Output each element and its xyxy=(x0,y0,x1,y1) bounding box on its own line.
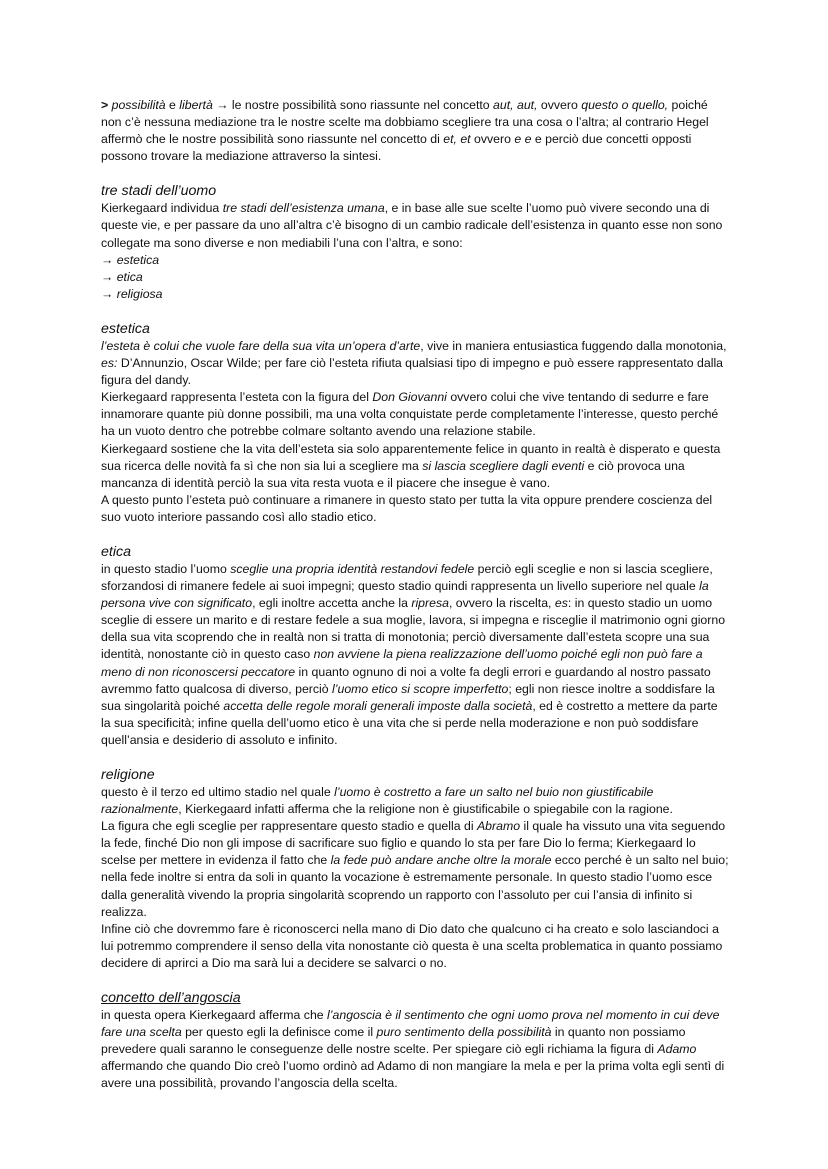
em-text: questo o quello, xyxy=(581,98,669,112)
em-text: Adamo xyxy=(657,1042,697,1057)
heading-estetica: estetica xyxy=(101,320,150,337)
em-text: si lascia scegliere dagli eventi xyxy=(422,458,585,473)
text: poiché non c’è nessuna mediazione tra le nostre scelte ma dobbiamo scegliere tra una cosa o l’altra; al contrario Hegel affermò che le nostre possibilità sono riassunte nel concetto di xyxy=(101,98,709,147)
arrow-icon: → xyxy=(101,269,117,284)
em-text: l’uomo è costretto a fare un salto nel buio non giustificabile razionalmente xyxy=(101,785,654,817)
em-text: es xyxy=(554,596,568,611)
religione-paragraph-2 xyxy=(101,818,729,921)
list-item-label: etica xyxy=(116,269,143,284)
text: perciò egli sceglie e non si lascia scegliere, sforzandosi di rimanere fedele ai suoi impegni; questo stadio quindi rappresenta un livello superiore nel quale xyxy=(101,561,713,594)
religione-paragraph-1 xyxy=(101,784,729,818)
etica-paragraph xyxy=(101,561,729,749)
em-text: es: xyxy=(101,356,118,371)
text: , ed è costretto a mettere da parte la sua specificità; infine quella dell’uomo etico è una vita che si perde nella moderazione e non può soddisfare quell’ansia e desiderio di assoluto e infinito. xyxy=(101,698,718,747)
em-text: e e xyxy=(514,132,532,147)
section-etica xyxy=(101,543,729,749)
text: affermando che quando Dio creò l’uomo ordinò ad Adamo di non mangiare la mela e per la prima volta egli sentì di avere una possibilità, provando l’angoscia della scelta. xyxy=(101,1059,725,1091)
em-text: et, et xyxy=(443,132,471,147)
em-text: ripresa xyxy=(411,596,449,611)
em-text: possibilità xyxy=(111,98,166,112)
em-text: l’esteta è colui che vuole fare della sua vita un’opera d’arte xyxy=(101,338,421,353)
text: e ciò provoca una mancanza di identità perciò la sua vita resta vuota e il piacere che insegue è vano. xyxy=(101,458,685,490)
text: , Kierkegaard infatti afferma che la religione non è giustificabile o spiegabile con la ragione. xyxy=(178,802,673,817)
angoscia-paragraph xyxy=(101,1007,729,1092)
text: ecco perché è un salto nel buio; nella fede inoltre si entra da soli in quanto la vocazione è estremamente personale. In questo stadio l’uomo esce dalla generalità vivendo la propria singolarità scoprendo un rapporto con l’assoluto per cui l’ansia di infinito si realizza. xyxy=(101,853,729,919)
em-text: l’uomo etico si scopre imperfetto xyxy=(332,681,509,696)
estetica-paragraph-3 xyxy=(101,441,729,492)
em-text: la persona vive con significato xyxy=(101,579,709,611)
text: , e in base alle sue scelte l’uomo può vivere secondo una di queste vie, e per passare da uno all’altra c’è bisogno di un cambio radicale dell’esistenza in quanto esse non sono collegate ma sono diverse e non mediabili l’una con l’altra, e sono: xyxy=(101,201,723,250)
text: ovvero xyxy=(537,98,582,112)
text: questo è il terzo ed ultimo stadio nel quale xyxy=(101,785,335,799)
bullet-marker: > xyxy=(101,98,109,112)
text: → le nostre possibilità sono riassunte nel concetto xyxy=(212,98,494,112)
estetica-paragraph-2 xyxy=(101,389,729,440)
section-estetica xyxy=(101,320,729,526)
em-text: aut, aut, xyxy=(493,98,538,112)
intro-paragraph xyxy=(101,97,729,165)
list-item-label: estetica xyxy=(116,252,160,267)
text: D’Annunzio, Oscar Wilde; per fare ciò l’esteta rifiuta qualsiasi tipo di impegno e può essere rappresentato dalla figura del dandy. xyxy=(101,356,724,388)
section-religione xyxy=(101,766,729,972)
em-text: libertà xyxy=(179,98,213,112)
text: , vive in maniera entusiastica fuggendo dalla monotonia, xyxy=(420,338,727,353)
text: , egli inoltre accetta anche la xyxy=(252,596,412,611)
text: , ovvero la riscelta, xyxy=(448,596,555,611)
text: La figura che egli sceglie per rappresentare questo stadio e quella di xyxy=(101,819,477,834)
text: in quanto ognuno di noi a volte fa degli errori e guardando al nostro passato avremmo fatto qualcosa di diverso, perciò xyxy=(101,664,711,696)
em-text: sceglie una propria identità restandovi fedele xyxy=(230,561,475,576)
text: ovvero colui che vive tentando di sedurre e fare innamorare quante più donne possibili, ma una volta conquistate perde completamente l’interesse, questo perché ha un vuoto dentro che potrebbe colmare soltanto avendo una relazione stabile. xyxy=(101,390,719,439)
em-text: l’angoscia è il sentimento che ogni uomo prova nel momento in cui deve fare una scelta xyxy=(101,1008,720,1040)
text: ovvero xyxy=(470,132,515,147)
religione-paragraph-3: Infine ciò che dovremmo fare è riconoscerci nella mano di Dio dato che qualcuno ci ha creato e solo lasciandoci a lui potremmo comprendere il senso della vita nonostante ciò questa è una scelta problematica in quanto possiamo decidere di aprirci a Dio ma sarà lui a decidere se salvarci o no. xyxy=(101,921,723,970)
estetica-paragraph-4: A questo punto l’esteta può continuare a rimanere in questo stato per tutta la vita oppure prendere coscienza del suo vuoto interiore passando così allo stadio etico. xyxy=(101,492,713,524)
text: Kierkegaard sostiene che la vita dell’esteta sia solo apparentemente felice in quanto in realtà è disperato e questa sua ricerca delle novità fa sì che non sia lui a scegliere ma xyxy=(101,441,721,473)
heading-religione: religione xyxy=(101,767,155,783)
document-page xyxy=(101,97,729,1093)
stadi-list-item xyxy=(101,252,729,269)
estetica-paragraph-1 xyxy=(101,338,729,389)
stadi-paragraph xyxy=(101,200,729,251)
heading-etica: etica xyxy=(101,543,131,560)
arrow-icon: → xyxy=(101,252,117,267)
em-text: Don Giovanni xyxy=(372,390,447,405)
section-stadi xyxy=(101,182,729,303)
heading-stadi: tre stadi dell’uomo xyxy=(101,183,217,200)
em-text: non avviene la piena realizzazione dell’uomo poiché egli non può fare a meno di non riconoscersi peccatore xyxy=(101,647,703,679)
text: e perciò due concetti opposti possono trovare la mediazione attraverso la sintesi. xyxy=(101,132,692,164)
text: : in questo stadio un uomo sceglie di essere un marito e di restare fedele a sua moglie, lavora, si impegna e risceglie il matrimonio ogni giorno della sua vita scoprendo che in realtà non si tratta di monotonia; perciò diversamente dall’esteta scopre una sua identità, nonostante ciò in questo caso xyxy=(101,596,726,662)
arrow-icon: → xyxy=(101,286,117,301)
stadi-list-item xyxy=(101,286,729,303)
text: per questo egli la definisce come il xyxy=(181,1025,377,1040)
stadi-list-item xyxy=(101,269,729,286)
em-text: tre stadi dell’esistenza umana xyxy=(222,201,385,216)
list-item-label: religiosa xyxy=(116,286,163,301)
text: Kierkegaard individua xyxy=(101,201,223,216)
text: il quale ha vissuto una vita seguendo la fede, finché Dio non gli impose di sacrificare suo figlio e quando lo sta per fare Dio lo ferma; Kierkegaard lo scelse per mettere in evidenza il fatto che xyxy=(101,819,726,868)
text: Kierkegaard rappresenta l’esteta con la figura del xyxy=(101,390,373,405)
text: in questo stadio l’uomo xyxy=(101,561,231,576)
heading-angoscia: concetto dell’angoscia xyxy=(101,990,241,1007)
em-text: la fede può andare anche oltre la morale xyxy=(330,853,552,868)
em-text: puro sentimento della possibilità xyxy=(376,1025,552,1040)
text: in questa opera Kierkegaard afferma che xyxy=(101,1008,328,1023)
em-text: accetta delle regole morali generali imposte dalla società xyxy=(223,698,533,713)
text: in quanto non possiamo prevedere quali saranno le conseguenze delle nostre scelte. Per spiegare ciò egli richiama la figura di xyxy=(101,1025,686,1057)
text: e xyxy=(165,98,180,112)
section-angoscia xyxy=(101,989,729,1092)
em-text: Abramo xyxy=(476,819,521,834)
text: ; egli non riesce inoltre a soddisfare la sua singolarità poiché xyxy=(101,681,715,713)
